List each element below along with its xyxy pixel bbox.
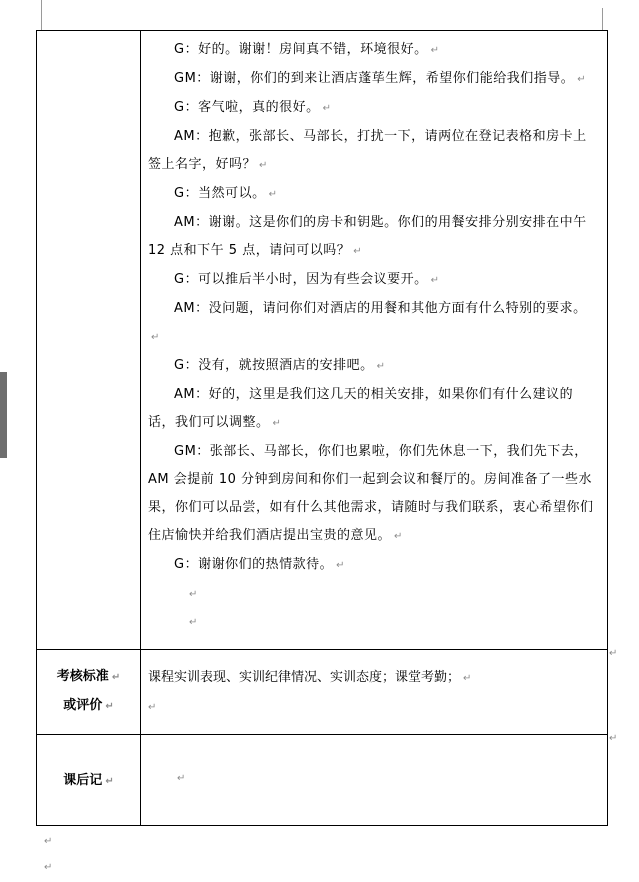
paragraph-mark-icon: ↵: [268, 189, 278, 200]
paragraph-mark-icon: ↵: [177, 773, 186, 784]
paragraph-mark-icon: ↵: [394, 531, 403, 542]
dialogue-line: G：没有，就按照酒店的安排吧。 ↵: [174, 358, 386, 373]
scroll-position-marker[interactable]: [0, 372, 7, 458]
assessment-content-cell[interactable]: [141, 650, 608, 735]
notes-label-cell: [37, 735, 141, 826]
notes-label: 课后记 ↵: [63, 773, 114, 788]
dialogue-text: [141, 31, 607, 636]
paragraph-mark-icon: ↵: [259, 160, 268, 171]
dialogue-line: G：可以推后半小时，因为有些会议要开。 ↵: [174, 272, 440, 287]
notes-row: [37, 735, 608, 826]
paragraph-mark-icon: ↵: [322, 103, 332, 114]
paragraph-mark-icon: ↵: [430, 275, 440, 286]
lesson-plan-table: [36, 30, 608, 826]
dialogue-line: G：谢谢你们的热情款待。 ↵: [174, 557, 345, 572]
assessment-text: 课程实训表现、实训纪律情况、实训态度；课堂考勤； ↵ ↵: [148, 670, 472, 713]
notes-content-cell[interactable]: [141, 735, 608, 826]
dialogue-line: AM：好的，这里是我们这几天的相关安排，如果你们有什么建议的话，我们可以调整。 ↵: [148, 387, 574, 430]
dialogue-line: AM：谢谢。这是你们的房卡和钥匙。你们的用餐安排分别安排在中午 12 点和下午 5 点，请问可以吗？ ↵: [148, 215, 587, 258]
paragraph-mark-icon: ↵: [189, 589, 198, 600]
dialogue-line: AM：没问题，请问你们对酒店的用餐和其他方面有什么特别的要求。↵: [151, 301, 587, 343]
paragraph-mark-icon: ↵: [111, 672, 121, 683]
paragraph-mark-icon: ↵: [353, 246, 363, 257]
dialogue-line: GM：张部长、马部长，你们也累啦，你们先休息一下，我们先下去，AM 会提前 10 分钟到房间和你们一起到会议和餐厅的。房间准备了一些水果，你们可以品尝，如有什么其他需求，请随时与我们联系，衷心希望你们住店愉快并给我们酒店提出宝贵的意见。 ↵: [148, 444, 594, 543]
notes-text: [141, 735, 607, 785]
paragraph-mark-icon: ↵: [376, 361, 386, 372]
paragraph-mark-icon: ↵: [105, 701, 114, 712]
empty-paragraph: [148, 580, 595, 608]
dialogue-row: [37, 31, 608, 650]
dialogue-line: G：客气啦，真的很好。 ↵: [174, 100, 332, 115]
assessment-label: 考核标准 ↵ 或评价 ↵: [56, 669, 121, 713]
row-end-mark-icon: ↵: [609, 648, 618, 659]
dialogue-line: GM：谢谢，你们的到来让酒店蓬荜生辉，希望你们能给我们指导。 ↵: [174, 71, 587, 86]
empty-paragraph: [148, 608, 595, 636]
row-end-mark-icon: ↵: [609, 733, 618, 744]
paragraph-mark-icon: ↵: [44, 836, 53, 847]
paragraph-mark-icon: ↵: [44, 862, 53, 873]
dialogue-cell[interactable]: [141, 31, 608, 650]
dialogue-line: G：好的。谢谢！房间真不错，环境很好。 ↵: [174, 42, 440, 57]
paragraph-mark-icon: ↵: [105, 776, 114, 787]
dialogue-line: AM：抱歉，张部长、马部长，打扰一下，请两位在登记表格和房卡上签上名字，好吗？ ↵: [148, 129, 587, 172]
page-corner-mark-right: [602, 8, 603, 30]
dialogue-label-cell: [37, 31, 141, 650]
paragraph-mark-icon: ↵: [189, 617, 198, 628]
paragraph-mark-icon: ↵: [336, 560, 345, 571]
page-corner-mark-left: [36, 0, 42, 31]
paragraph-mark-icon: ↵: [151, 332, 160, 343]
assessment-label-cell: [37, 650, 141, 735]
paragraph-mark-icon: ↵: [577, 74, 587, 85]
paragraph-mark-icon: ↵: [463, 673, 472, 684]
assessment-row: [37, 650, 608, 735]
paragraph-mark-icon: ↵: [272, 418, 282, 429]
paragraph-mark-icon: ↵: [430, 45, 440, 56]
dialogue-line: G：当然可以。 ↵: [174, 186, 278, 201]
paragraph-mark-icon: ↵: [148, 702, 157, 713]
